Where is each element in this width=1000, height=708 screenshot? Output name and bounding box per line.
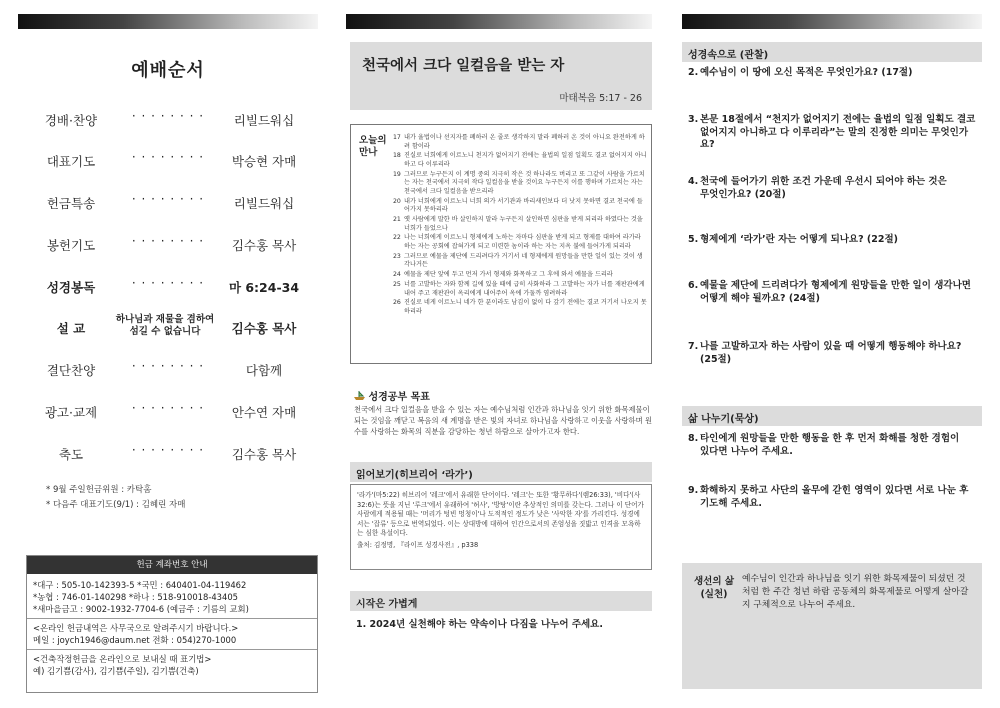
order-item-name: 축도: [58, 447, 84, 462]
question-number: 2.: [688, 67, 699, 78]
order-row: [18, 395, 318, 425]
verse: [393, 198, 647, 215]
question-text-cont: (25절): [700, 353, 732, 365]
order-row: [18, 270, 318, 300]
verse-number: 17: [393, 134, 401, 141]
warmup-question: 1. 2024년 실천해야 하는 약속이나 다짐을 나누어 주세요.: [356, 619, 603, 630]
leader-dots: · · · · · · · ·: [131, 192, 205, 206]
leader-dots: · · · · · · · ·: [131, 401, 205, 415]
verse-number: 21: [393, 216, 401, 224]
verse-number: 26: [393, 299, 401, 307]
verse-text: 진실로 너희에게 이르노니 천지가 없어지기 전에는 율법의 일점 일획도 결코 없어지지 아니하고 다 이루리라: [404, 152, 647, 168]
verse-number: 25: [393, 281, 401, 288]
question-number: 3.: [688, 114, 699, 125]
verse-text: 그러므로 예물을 제단에 드리려다가 거기서 네 형제에게 원망들을 만한 일이 있는 것이 생각나거든: [404, 252, 643, 269]
question-text-cont: 없어지지 아니하고 다 이루리라”는 말의 진정한 의미는 무엇인가요?: [700, 126, 968, 150]
reading-source: 출처: 김정명, 『라이프 성경사전』, p338: [357, 540, 479, 549]
verse-number: 19: [393, 170, 401, 178]
question-text: 천국에 들어가기 위한 조건 가운데 우선시 되어야 하는 것은: [700, 176, 947, 187]
sharing-section-title: 삶 나누기(묵상): [682, 406, 982, 426]
order-item-name: 봉헌기도: [46, 238, 96, 253]
account-line: *새마을금고 : 9002-1932-7704-6 (예금주 : 기름의 교회): [33, 604, 249, 614]
leader-dots: · · · · · · · ·: [131, 234, 205, 248]
question-number: 4.: [688, 176, 699, 187]
question-item: [688, 114, 982, 152]
divider: [27, 618, 317, 619]
account-line: 예) 김기쁨(감사), 김기쁨(주일), 김기쁨(건축): [33, 666, 199, 676]
question-item: [688, 485, 982, 510]
leader-dots: · · · · · · · ·: [131, 359, 205, 373]
question-item: [688, 234, 982, 247]
header-gradient-bar: [18, 14, 318, 29]
verse: [393, 253, 647, 270]
question-item: [688, 176, 982, 201]
order-item-leader: 마 6:24-34: [228, 280, 300, 295]
order-row: [18, 228, 318, 258]
verse-number: 18: [393, 152, 401, 160]
question-text: 본문 18절에서 “천지가 없어지기 전에는 율법의 일점 일획도 결코: [700, 114, 976, 125]
sermon-column: [346, 0, 652, 708]
order-item-name: 성경봉독: [46, 280, 96, 295]
verse-text: 그러므로 누구든지 이 계명 중의 지극히 작은 것 하나라도 버리고 또 그같이 사람을 가르치는 자는 천국에서 지극히 작다 일컬음을 받을 것이요 누구든지 이를 행하며 가르치는 자는 천국에서 크다 일컬음을 받으리라: [404, 170, 645, 195]
verse: [393, 271, 647, 280]
question-number: 7.: [688, 341, 699, 352]
warmup-section-title: 시작은 가볍게: [350, 591, 652, 611]
verse: [393, 152, 647, 169]
footnote: * 다음주 대표기도(9/1) : 김혜린 자매: [46, 500, 186, 510]
leader-dots: · · · · · · · ·: [131, 109, 205, 123]
verse-text: 옛 사람에게 말한 바 살인하지 말라 누구든지 살인하면 심판을 받게 되리라 하였다는 것을 너희가 들었으나: [404, 216, 643, 232]
verse-number: 23: [393, 252, 401, 260]
worship-order-column: [18, 0, 318, 708]
scripture-reference: 마태복음 5:17 - 26: [559, 93, 642, 104]
order-item-name: 대표기도: [46, 154, 96, 169]
question-text-cont: 있다면 나누어 주세요.: [700, 445, 793, 457]
leader-dots: · · · · · · · ·: [131, 276, 205, 290]
order-item-leader: 리빌드워십: [233, 196, 295, 211]
reading-section-title: 읽어보기(히브리어 ‘라가’): [350, 462, 652, 482]
divider: [27, 649, 317, 650]
header-gradient-bar: [346, 14, 652, 29]
account-box-title: 헌금 계좌번호 안내: [27, 556, 317, 574]
order-item-leader: 리빌드워십: [233, 113, 295, 128]
verse-text: 진실로 네게 이르노니 네가 한 푼이라도 남김이 없이 다 갚기 전에는 결코 거기서 나오지 못하리라: [404, 299, 647, 315]
question-item: [688, 280, 982, 305]
order-item-leader: 박승현 자매: [231, 154, 297, 169]
question-text: 타인에게 원망들을 만한 행동을 한 후 먼저 화해를 청한 경험이: [700, 433, 960, 444]
account-line: 메일 : joych1946@daum.net 전화 : 054)270-1000: [33, 635, 237, 645]
order-item-leader: 김수홍 목사: [231, 447, 297, 462]
ship-icon: [354, 391, 365, 401]
order-item-name: 결단찬양: [46, 363, 96, 378]
account-line: *대구 : 505-10-142393-5 *국민 : 640401-04-119462: [33, 580, 247, 590]
verse-text: 예물을 제단 앞에 두고 먼저 가서 형제와 화목하고 그 후에 와서 예물을 드리라: [404, 271, 613, 279]
order-item-name: 광고·교제: [44, 405, 98, 420]
verse: [393, 171, 647, 197]
question-number: 8.: [688, 433, 699, 444]
account-line: *농협 : 746-01-140298 *하나 : 518-910018-43405: [33, 592, 238, 602]
question-text-cont: 무엇인가요? (20절): [700, 188, 786, 200]
question-item: [688, 341, 982, 366]
order-item-leader: 김수홍 목사: [231, 321, 297, 336]
study-goal-text: 천국에서 크다 일컬음을 받을 수 있는 자는 예수님처럼 인간과 하나님을 잇기 위한 화목제물이 되는 것임을 깨닫고 복음의 새 계명을 받은 빛의 자녀로 하나님을 사랑하고 이웃을 사랑하며 원수를 사랑하는 화목의 직분을 감당하는 청년 하람으로 살아가고자 한다.: [354, 405, 653, 436]
order-row: [18, 144, 318, 174]
order-item-leader: 다함께: [245, 363, 283, 378]
order-item-leader: 안수연 자매: [231, 405, 297, 420]
question-number: 5.: [688, 234, 699, 245]
verse-number: 20: [393, 197, 401, 205]
scripture-box: [350, 124, 652, 364]
verse-text: 내가 너희에게 이르노니 너희 의가 서기관과 바리새인보다 더 낫지 못하면 결코 천국에 들어가지 못하리라: [404, 197, 643, 214]
practice-label: 생선의 삶 (실천): [693, 576, 734, 600]
reading-text: '라가'(마5:22) 히브리어 '레크'에서 유래한 단어이다. '레크'는 또한 '황무하다'(렘26:33), '비다'(사32:6)는 뜻을 지닌 '루크'에서 유래하여 '허사', '방탕'이란 추상적인 의미를 갖는다. 그러나 이 단어가 사람에게 적용될 때는 '머리가 텅빈 멍청이'나 도적적인 정도가 낮은 '사악한 자'를 가리킨다. 성경에서는 '잡류' 등으로 번역되었다. 이는 상대방에 대하여 인간으로서의 존엄성을 짓밟고 인격을 모욕하는 심한 욕설이다.: [357, 491, 644, 538]
verse-text: 나는 너희에게 이르노니 형제에게 노하는 자마다 심판을 받게 되고 형제를 대하여 라가라 하는 자는 공회에 잡혀가게 되고 미련한 놈이라 하는 자는 지옥 불에 들어가게 되리라: [404, 234, 641, 251]
verse: [393, 134, 647, 151]
question-number: 6.: [688, 280, 699, 291]
verse-text: 너를 고발하는 자와 함께 길에 있을 때에 급히 사화하라 그 고발하는 자가 너를 재판관에게 내어 주고 재판관이 옥리에게 내어주어 옥에 가둘까 염려하라: [404, 281, 645, 297]
leader-dots: · · · · · · · ·: [131, 443, 205, 457]
observation-section-title: 성경속으로 (관찰): [682, 42, 982, 62]
question-text: 형제에게 ‘라가’란 자는 어떻게 되나요? (22절): [700, 234, 899, 245]
question-number: 9.: [688, 485, 699, 496]
account-line: <건축작정헌금을 온라인으로 보내실 때 표기법>: [33, 654, 212, 664]
order-row: [18, 353, 318, 383]
question-text-cont: 기도해 주세요.: [700, 497, 762, 509]
question-item: [688, 67, 982, 80]
sermon-title-note: 하나님과 재물을 겸하여 섬길 수 없습니다: [115, 314, 215, 337]
footnote: * 9월 주일헌금위원 : 카탁홈: [46, 485, 152, 495]
order-item-leader: 김수홍 목사: [231, 238, 297, 253]
verse-number: 24: [393, 271, 401, 279]
scripture-label: 오늘의 만나: [359, 135, 387, 158]
verse-text: 내가 율법이나 선지자를 폐하러 온 줄로 생각하지 말라 폐하러 온 것이 아니요 완전하게 하려 함이라: [404, 134, 645, 150]
sermon-title: 천국에서 크다 일컬음을 받는 자: [362, 58, 565, 74]
verse: [393, 234, 647, 251]
question-text: 예수님이 이 땅에 오신 목적은 무엇인가요? (17절): [700, 67, 913, 78]
practice-box: [682, 563, 982, 689]
questions-column: [682, 0, 982, 708]
verse: [393, 216, 647, 233]
verse-list: [393, 134, 647, 318]
account-box-body: [27, 574, 317, 682]
order-item-name: 경배·찬양: [44, 113, 98, 128]
verse: [393, 299, 647, 316]
question-text: 예물을 제단에 드리려다가 형제에게 원망들을 만한 일이 생각나면: [700, 280, 971, 291]
question-text-cont: 어떻게 해야 될까요? (24절): [700, 292, 820, 304]
question-text: 화해하지 못하고 사단의 올무에 갇힌 영역이 있다면 서로 나눈 후: [700, 485, 969, 496]
order-row: [18, 103, 318, 133]
sermon-header: [350, 42, 652, 110]
order-row: [18, 186, 318, 216]
study-goal-title-text: 성경공부 목표: [368, 392, 430, 403]
order-row-sermon: [18, 311, 318, 341]
practice-text: 예수님이 인간과 하나님을 잇기 위한 화목제물이 되셨던 것처럼 한 주간 청년 하람 공동체의 화목제물로 어떻게 살아갈지 구체적으로 나누어 주세요.: [742, 574, 969, 610]
offering-account-box: [26, 555, 318, 693]
order-item-name: 헌금특송: [46, 196, 96, 211]
order-item-name: 설 교: [56, 321, 86, 336]
verse: [393, 281, 647, 298]
header-gradient-bar: [682, 14, 982, 29]
question-text: 나를 고발하고자 하는 사람이 있을 때 어떻게 행동해야 하나요?: [700, 341, 962, 352]
account-line: <온라인 헌금내역은 사무국으로 알려주시기 바랍니다.>: [33, 623, 239, 633]
question-item: [688, 433, 982, 458]
worship-order-title: 예배순서: [131, 60, 205, 81]
verse-number: 22: [393, 234, 401, 242]
order-row: [18, 437, 318, 467]
leader-dots: · · · · · · · ·: [131, 150, 205, 164]
study-goal-title: [354, 388, 430, 403]
reading-box: [350, 484, 652, 570]
